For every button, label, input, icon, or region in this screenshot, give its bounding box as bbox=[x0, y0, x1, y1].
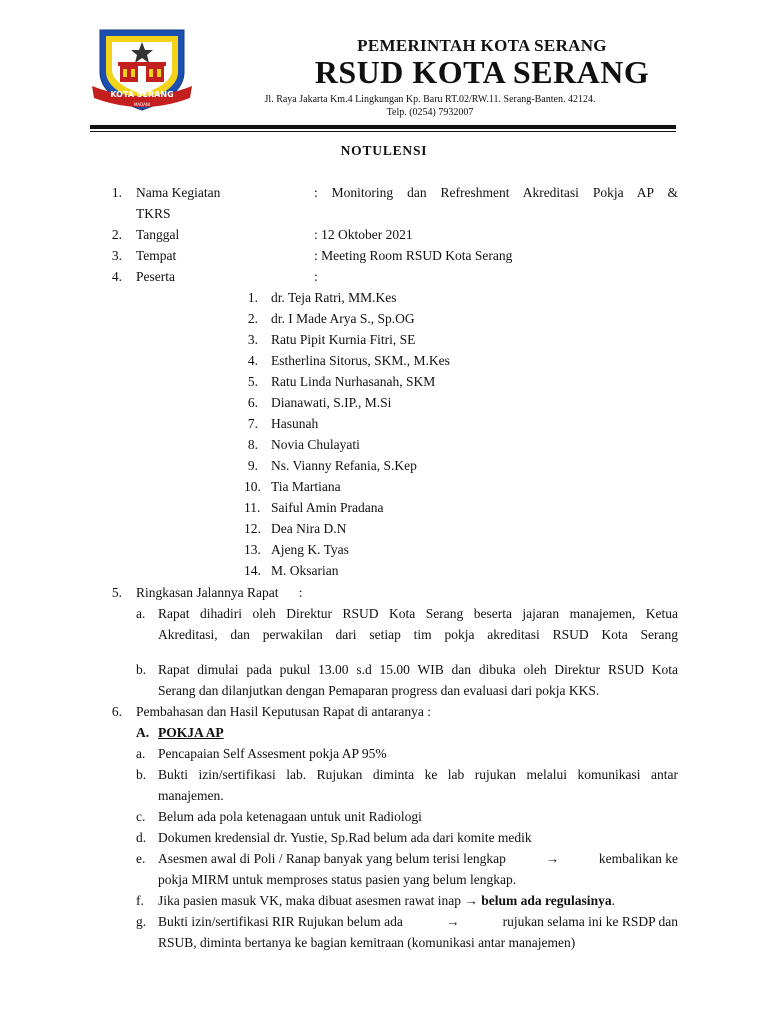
summary-letter: b. bbox=[136, 662, 147, 677]
header-thin-rule bbox=[90, 131, 676, 132]
point-letter: a. bbox=[136, 746, 146, 761]
item-number: 3. bbox=[111, 248, 122, 263]
summary-label: Ringkasan Jalannya Rapat : bbox=[136, 585, 303, 600]
logo-motto-text: MADANI bbox=[133, 102, 151, 107]
point-text-continued: RSUB, diminta bertanya ke bagian kemitraan (komunikasi antar manajemen) bbox=[158, 935, 576, 950]
item-label: Nama Kegiatan bbox=[136, 185, 221, 200]
point-text-part: Bukti izin/sertifikasi RIR Rujukan belum ada bbox=[158, 914, 403, 929]
participant-name: Ajeng K. Tyas bbox=[271, 542, 349, 557]
discussion-label: Pembahasan dan Hasil Keputusan Rapat di antaranya : bbox=[136, 704, 432, 719]
hospital-address bbox=[206, 93, 654, 119]
point-text-part: Jika pasien masuk VK, maka dibuat asesmen rawat inap bbox=[158, 893, 462, 908]
participant-number: 6. bbox=[247, 395, 258, 410]
item-label: Tanggal bbox=[136, 227, 180, 242]
summary-text-continued: Akreditasi, dan perwakilan dari setiap tim pokja akreditasi RSUD Kota Serang bbox=[158, 627, 678, 642]
participant-name: Tia Martiana bbox=[271, 479, 341, 494]
participant-name: Novia Chulayati bbox=[271, 437, 360, 452]
document-title: NOTULENSI bbox=[340, 143, 428, 158]
point-letter: e. bbox=[136, 851, 146, 866]
point-text: Dokumen kredensial dr. Yustie, Sp.Rad belum ada dari komite medik bbox=[158, 830, 532, 845]
item-value: : 12 Oktober 2021 bbox=[314, 227, 413, 242]
participant-number: 1. bbox=[247, 290, 258, 305]
participant-name: Estherlina Sitorus, SKM., M.Kes bbox=[271, 353, 450, 368]
point-text: Pencapaian Self Assesment pokja AP 95% bbox=[158, 746, 387, 761]
participant-name: dr. I Made Arya S., Sp.OG bbox=[271, 311, 415, 326]
item-label: Tempat bbox=[136, 248, 177, 263]
logo-banner-text: KOTA SERANG bbox=[110, 90, 174, 99]
participant-number: 10. bbox=[244, 479, 261, 494]
header-thick-rule bbox=[90, 125, 676, 129]
point-text-emphasis: belum ada regulasinya bbox=[481, 893, 612, 908]
participant-name: dr. Teja Ratri, MM.Kes bbox=[271, 290, 397, 305]
item-number: 4. bbox=[111, 269, 122, 284]
participant-number: 5. bbox=[247, 374, 258, 389]
kota-serang-emblem-icon bbox=[90, 26, 194, 112]
participant-name: Saiful Amin Pradana bbox=[271, 500, 384, 515]
participant-number: 3. bbox=[247, 332, 258, 347]
item-number: 5. bbox=[111, 585, 122, 600]
participant-number: 11. bbox=[244, 500, 261, 515]
arrow-icon: → bbox=[464, 893, 478, 908]
section-letter: A. bbox=[136, 725, 150, 740]
item-label: Peserta bbox=[136, 269, 175, 284]
point-text bbox=[158, 892, 615, 910]
participant-name: Hasunah bbox=[271, 416, 319, 431]
item-value-continued: TKRS bbox=[136, 206, 171, 221]
item-number: 6. bbox=[111, 704, 122, 719]
hospital-name: RSUD KOTA SERANG bbox=[314, 54, 650, 90]
point-text: Belum ada pola ketenagaan untuk unit Radiologi bbox=[158, 809, 422, 824]
summary-letter: a. bbox=[136, 606, 146, 621]
point-letter: b. bbox=[136, 767, 147, 782]
item-value: : Meeting Room RSUD Kota Serang bbox=[314, 248, 513, 263]
item-value: : bbox=[314, 269, 318, 284]
point-text-part: rujukan selama ini ke RSDP dan bbox=[502, 914, 678, 929]
point-text-continued: manajemen. bbox=[158, 788, 224, 803]
point-letter: c. bbox=[136, 809, 146, 824]
point-letter: g. bbox=[136, 914, 147, 929]
participant-name: M. Oksarian bbox=[271, 563, 339, 578]
section-title: POKJA AP bbox=[158, 725, 224, 740]
government-name: PEMERINTAH KOTA SERANG bbox=[357, 36, 607, 55]
participant-name: Ratu Linda Nurhasanah, SKM bbox=[271, 374, 436, 389]
participant-number: 13. bbox=[244, 542, 261, 557]
point-text-part: kembalikan ke bbox=[598, 851, 678, 866]
participant-number: 8. bbox=[247, 437, 258, 452]
participant-name: Dea Nira D.N bbox=[271, 521, 347, 536]
participant-number: 7. bbox=[247, 416, 258, 431]
phone-line: Telp. (0254) 7932007 bbox=[386, 107, 474, 118]
point-text-end: . bbox=[611, 893, 615, 908]
item-number: 2. bbox=[111, 227, 122, 242]
arrow-icon: → bbox=[545, 851, 560, 866]
item-value: : Monitoring dan Refreshment Akreditasi Pokja AP & bbox=[314, 185, 678, 200]
point-text-continued: pokja MIRM untuk memproses status pasien yang belum lengkap. bbox=[158, 872, 517, 887]
participant-number: 2. bbox=[247, 311, 258, 326]
item-number: 1. bbox=[111, 185, 122, 200]
point-text-part: Asesmen awal di Poli / Ranap banyak yang belum terisi lengkap bbox=[158, 851, 506, 866]
participant-number: 12. bbox=[244, 521, 261, 536]
summary-text: Rapat dihadiri oleh Direktur RSUD Kota Serang beserta jajaran manajemen, Ketua bbox=[158, 606, 678, 621]
summary-text: Rapat dimulai pada pukul 13.00 s.d 15.00 WIB dan dibuka oleh Direktur RSUD Kota bbox=[158, 662, 678, 677]
point-text: Bukti izin/sertifikasi lab. Rujukan diminta ke lab rujukan melalui komunikasi antar bbox=[158, 767, 678, 782]
point-letter: f. bbox=[136, 893, 144, 908]
point-letter: d. bbox=[136, 830, 147, 845]
address-line: Jl. Raya Jakarta Km.4 Lingkungan Kp. Baru RT.02/RW.11. Serang-Banten. 42124. bbox=[264, 94, 596, 105]
summary-text-continued: Serang dan dilanjutkan dengan Pemaparan progress dan evaluasi dari pokja KKS. bbox=[158, 683, 600, 698]
participant-number: 9. bbox=[247, 458, 258, 473]
participant-name: Dianawati, S.IP., M.Si bbox=[271, 395, 392, 410]
city-logo bbox=[90, 26, 194, 112]
point-text bbox=[158, 913, 678, 931]
arrow-icon: → bbox=[445, 914, 460, 929]
participant-number: 4. bbox=[247, 353, 258, 368]
participant-number: 14. bbox=[244, 563, 261, 578]
point-text bbox=[158, 850, 678, 868]
participant-name: Ratu Pipit Kurnia Fitri, SE bbox=[271, 332, 416, 347]
participant-name: Ns. Vianny Refania, S.Kep bbox=[271, 458, 417, 473]
